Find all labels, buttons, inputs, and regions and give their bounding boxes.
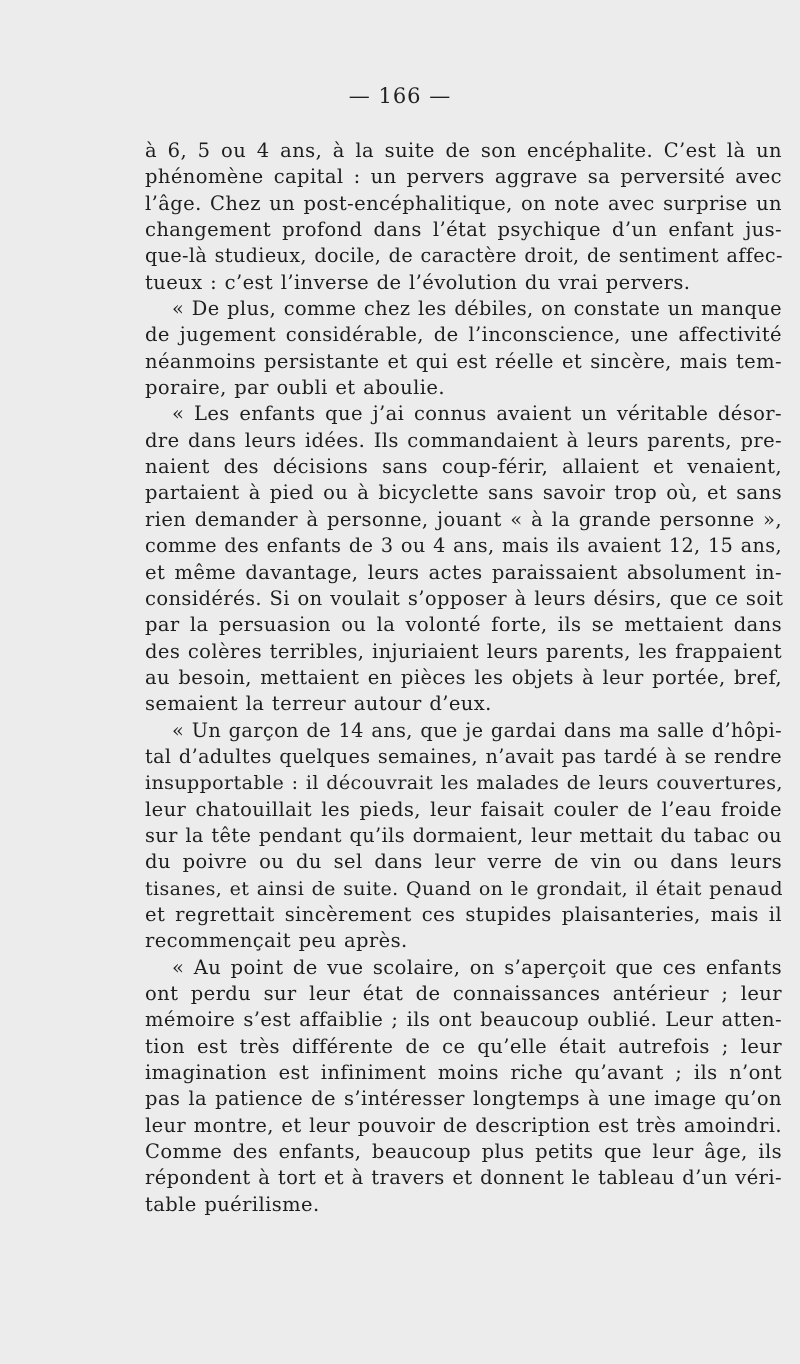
text-line: l’âge. Chez un post-encéphalitique, on note avec surprise un [145, 191, 782, 215]
text-line: que-là studieux, docile, de caractère droit, de sentiment affec- [145, 244, 783, 268]
text-line: recommençait peu après. [145, 929, 408, 953]
body-text [145, 138, 782, 1218]
text-line: Comme des enfants, beaucoup plus petits que leur âge, ils [145, 1140, 782, 1164]
text-line: tisanes, et ainsi de suite. Quand on le grondait, il était penaud [145, 877, 783, 900]
text-line: à 6, 5 ou 4 ans, à la suite de son encéphalite. C’est là un [145, 139, 782, 162]
text-line: tion est très différente de ce qu’elle était autrefois ; leur [145, 1034, 782, 1058]
text-line: « De plus, comme chez les débiles, on constate un manque [172, 297, 782, 321]
text-line: tueux : c’est l’inverse de l’évolution du vrai pervers. [145, 270, 691, 294]
text-line: pas la patience de s’intéresser longtemps à une image qu’on [145, 1087, 782, 1111]
text-line: leur chatouillait les pieds, leur faisait couler de l’eau froide [145, 797, 782, 821]
text-line: ont perdu sur leur état de connaissances antérieur ; leur [145, 982, 782, 1005]
page-number: — 166 — [348, 84, 452, 108]
text-line: insupportable : il découvrait les malades de leurs couvertures, [145, 772, 783, 795]
text-line: « Un garçon de 14 ans, que je gardai dans ma salle d’hôpi- [172, 718, 783, 742]
text-line: partaient à pied ou à bicyclette sans savoir trop où, et sans [145, 481, 782, 505]
text-line: phénomène capital : un pervers aggrave sa perversité avec [145, 165, 782, 189]
text-line: et même davantage, leurs actes paraissaient absolument in- [145, 560, 782, 584]
paragraph [145, 296, 782, 401]
text-line: imagination est infiniment moins riche qu’avant ; ils n’ont [145, 1061, 782, 1085]
text-line: de jugement considérable, de l’inconscience, une affectivité [145, 323, 782, 347]
text-line: table puérilisme. [145, 1192, 320, 1216]
text-line: dre dans leurs idées. Ils commandaient à leurs parents, pre- [145, 428, 782, 452]
text-line: du poivre ou du sel dans leur verre de vin ou dans leurs [145, 850, 782, 874]
text-line: rien demander à personne, jouant « à la grande personne », [145, 507, 782, 531]
text-line: semaient la terreur autour d’eux. [145, 692, 492, 716]
text-line: au besoin, mettaient en pièces les objets à leur portée, bref, [145, 665, 782, 689]
paragraph [145, 401, 782, 717]
text-line: mémoire s’est affaiblie ; ils ont beaucoup oublié. Leur atten- [145, 1008, 782, 1032]
text-line: répondent à tort et à travers et donnent le tableau d’un véri- [145, 1166, 782, 1190]
text-line: comme des enfants de 3 ou 4 ans, mais ils avaient 12, 15 ans, [145, 534, 782, 558]
text-line: et regrettait sincèrement ces stupides plaisanteries, mais il [145, 902, 782, 926]
text-line: « Les enfants que j’ai connus avaient un véritable désor- [172, 402, 782, 426]
text-line: leur montre, et leur pouvoir de description est très amoindri. [145, 1113, 782, 1137]
text-line: considérés. Si on voulait s’opposer à leurs désirs, que ce soit [145, 586, 784, 610]
text-line: naient des décisions sans coup-férir, allaient et venaient, [145, 455, 782, 479]
paragraph [145, 138, 782, 296]
text-line: changement profond dans l’état psychique d’un enfant jus- [145, 218, 782, 242]
text-line: poraire, par oubli et aboulie. [145, 376, 445, 400]
text-line: « Au point de vue scolaire, on s’aperçoit que ces enfants [172, 955, 782, 979]
text-line: des colères terribles, injuriaient leurs parents, les frappaient [145, 639, 782, 663]
text-line: néanmoins persistante et qui est réelle et sincère, mais tem- [145, 349, 782, 373]
text-line: sur la tête pendant qu’ils dormaient, leur mettait du tabac ou [145, 823, 782, 847]
paragraph [145, 955, 782, 1218]
paragraph [145, 718, 782, 955]
text-line: par la persuasion ou la volonté forte, ils se mettaient dans [145, 613, 782, 637]
text-line: tal d’adultes quelques semaines, n’avait pas tardé à se rendre [145, 744, 782, 768]
